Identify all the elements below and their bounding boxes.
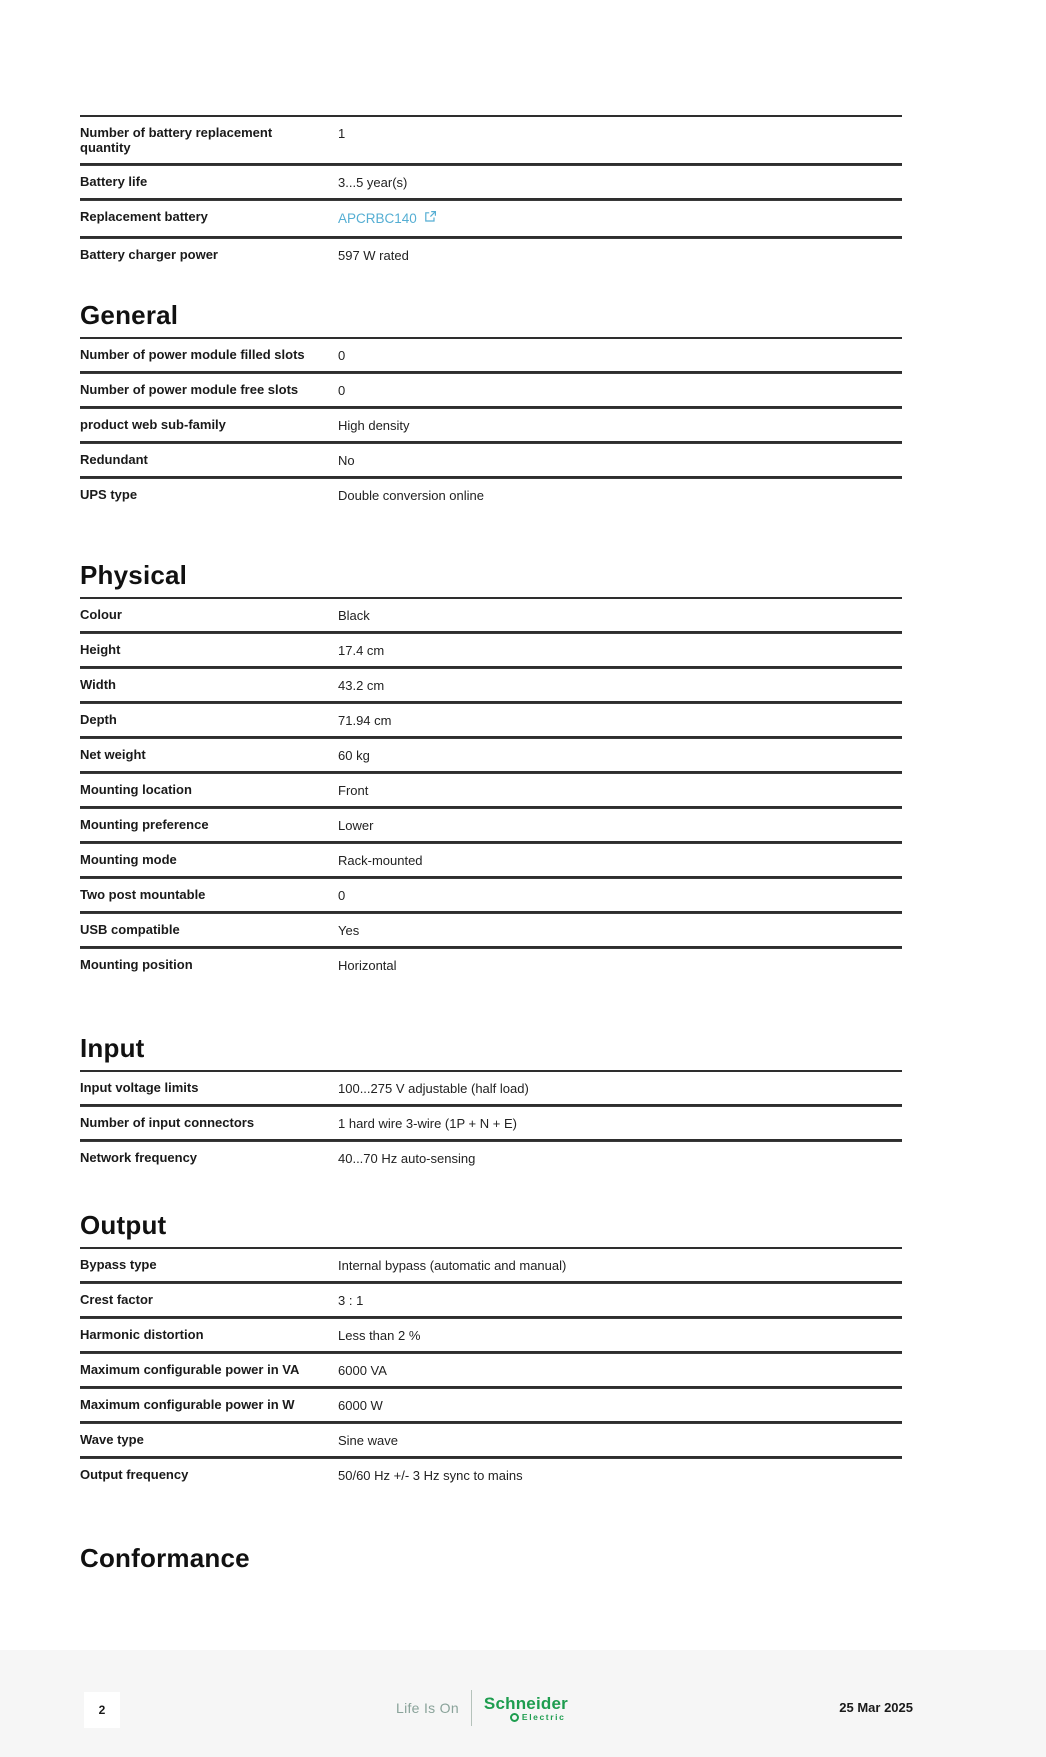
spec-row	[80, 949, 902, 981]
spec-row	[80, 339, 902, 371]
spec-value: 0	[338, 383, 346, 398]
spec-value: Horizontal	[338, 958, 397, 973]
spec-value: 6000 VA	[338, 1363, 387, 1378]
brand-tagline: Life Is On	[396, 1700, 459, 1716]
section-rows	[80, 599, 902, 981]
spec-value: No	[338, 453, 355, 468]
spec-label: Input voltage limits	[80, 1080, 199, 1095]
spec-label: Battery charger power	[80, 247, 218, 262]
spec-section	[80, 115, 902, 271]
spec-label: Crest factor	[80, 1292, 153, 1307]
spec-value: Front	[338, 783, 369, 798]
spec-label: Number of power module free slots	[80, 382, 299, 397]
brand-group	[396, 1690, 568, 1726]
spec-row	[80, 1142, 902, 1174]
section-heading: Output	[80, 1210, 902, 1249]
spec-label: Output frequency	[80, 1467, 189, 1482]
spec-row	[80, 1107, 902, 1139]
brand-circle-icon	[510, 1713, 519, 1722]
section-rows	[80, 339, 902, 511]
section-rows	[80, 115, 902, 271]
brand-divider	[471, 1690, 472, 1726]
spec-row	[80, 914, 902, 946]
spec-value: 597 W rated	[338, 248, 409, 263]
spec-row	[80, 809, 902, 841]
spec-row	[80, 1354, 902, 1386]
spec-row	[80, 374, 902, 406]
spec-value: Sine wave	[338, 1433, 398, 1448]
spec-label: Network frequency	[80, 1150, 198, 1165]
spec-label: Harmonic distortion	[80, 1327, 204, 1342]
spec-value: 40...70 Hz auto-sensing	[338, 1151, 476, 1166]
page-number-badge	[84, 1692, 120, 1728]
spec-label: Height	[80, 642, 121, 657]
page-footer	[0, 1650, 1046, 1757]
spec-value: Internal bypass (automatic and manual)	[338, 1258, 567, 1273]
spec-value: Lower	[338, 818, 374, 833]
spec-row	[80, 1389, 902, 1421]
spec-section	[80, 1210, 902, 1491]
spec-row	[80, 239, 902, 271]
spec-value: Black	[338, 608, 370, 623]
spec-label: Maximum configurable power in W	[80, 1397, 295, 1412]
page-number: 2	[98, 1703, 106, 1717]
spec-label: USB compatible	[80, 922, 180, 937]
spec-section	[80, 1543, 902, 1580]
spec-row	[80, 739, 902, 771]
spec-value: 17.4 cm	[338, 643, 385, 658]
spec-row	[80, 1284, 902, 1316]
spec-label: Maximum configurable power in VA	[80, 1362, 300, 1377]
spec-label: Depth	[80, 712, 117, 727]
spec-value: Double conversion online	[338, 488, 484, 503]
spec-value: Less than 2 %	[338, 1328, 421, 1343]
spec-value: 6000 W	[338, 1398, 383, 1413]
spec-label: Two post mountable	[80, 887, 206, 902]
spec-section	[80, 560, 902, 981]
section-rows	[80, 1072, 902, 1174]
spec-row	[80, 444, 902, 476]
spec-row	[80, 844, 902, 876]
spec-label: Number of battery replacement quantity	[80, 125, 273, 155]
spec-row	[80, 409, 902, 441]
spec-value: 71.94 cm	[338, 713, 392, 728]
spec-row	[80, 599, 902, 631]
spec-row	[80, 1072, 902, 1104]
brand-name: Schneider	[483, 1693, 568, 1713]
spec-row	[80, 1459, 902, 1491]
footer-date: 25 Mar 2025	[839, 1700, 913, 1715]
spec-label: UPS type	[80, 487, 138, 502]
spec-label: Bypass type	[80, 1257, 157, 1272]
spec-row	[80, 1249, 902, 1281]
spec-row	[80, 201, 902, 236]
spec-value: 1 hard wire 3-wire (1P + N + E)	[338, 1116, 517, 1131]
spec-label: Mounting mode	[80, 852, 177, 867]
section-heading: Input	[80, 1033, 902, 1072]
spec-label: Mounting preference	[80, 817, 209, 832]
spec-value: 43.2 cm	[338, 678, 385, 693]
spec-row	[80, 1424, 902, 1456]
spec-row	[80, 634, 902, 666]
section-heading: Conformance	[80, 1543, 250, 1573]
spec-row	[80, 669, 902, 701]
spec-label: Number of input connectors	[80, 1115, 255, 1130]
spec-value: 3...5 year(s)	[338, 175, 408, 190]
spec-label: Width	[80, 677, 116, 692]
spec-value: 3 : 1	[338, 1293, 364, 1308]
spec-row	[80, 166, 902, 198]
spec-label: Replacement battery	[80, 209, 208, 224]
spec-row	[80, 1319, 902, 1351]
spec-row	[80, 479, 902, 511]
spec-value: Rack-mounted	[338, 853, 423, 868]
spec-label: Mounting location	[80, 782, 192, 797]
spec-section	[80, 1033, 902, 1174]
spec-label: Redundant	[80, 452, 148, 467]
section-heading: Physical	[80, 560, 902, 599]
spec-value: 0	[338, 348, 346, 363]
spec-value: 0	[338, 888, 346, 903]
replacement-battery-link[interactable]: APCRBC140	[338, 211, 417, 226]
external-link-icon	[424, 210, 437, 228]
spec-label: Net weight	[80, 747, 146, 762]
spec-value: 1	[338, 126, 346, 141]
spec-value: 60 kg	[338, 748, 370, 763]
spec-label: Battery life	[80, 174, 148, 189]
spec-row	[80, 704, 902, 736]
section-rows	[80, 1249, 902, 1491]
spec-value: Yes	[338, 923, 360, 938]
schneider-electric-logo	[484, 1695, 568, 1722]
spec-value: 50/60 Hz +/- 3 Hz sync to mains	[338, 1468, 523, 1483]
brand-sub-name: Electric	[521, 1711, 566, 1722]
spec-value: 100...275 V adjustable (half load)	[338, 1081, 529, 1096]
spec-label: Number of power module filled slots	[80, 347, 305, 362]
spec-value: High density	[338, 418, 410, 433]
spec-section	[80, 300, 902, 511]
spec-label: product web sub-family	[80, 417, 226, 432]
spec-label: Wave type	[80, 1432, 144, 1447]
spec-row	[80, 117, 902, 163]
spec-row	[80, 879, 902, 911]
spec-label: Mounting position	[80, 957, 193, 972]
section-heading: General	[80, 300, 902, 339]
spec-label: Colour	[80, 607, 122, 622]
spec-row	[80, 774, 902, 806]
spec-value-link	[338, 209, 902, 228]
